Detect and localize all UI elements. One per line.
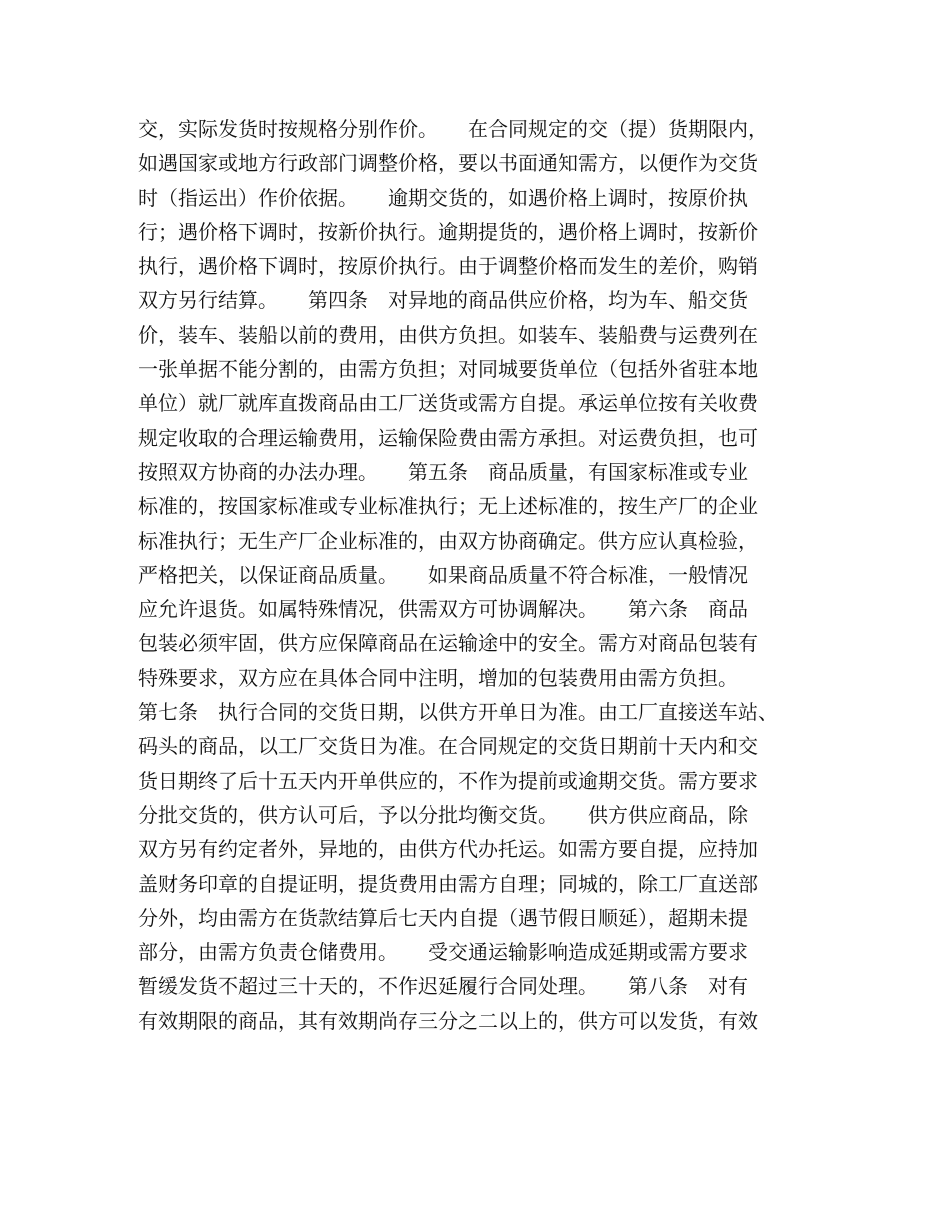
text-line: 分批交货的，供方认可后，予以分批均衡交货。 供方供应商品，除 xyxy=(138,802,748,827)
text-line: 双方另行结算。 第四条 对异地的商品供应价格，均为车、船交货 xyxy=(138,288,748,313)
text-line: 交，实际发货时按规格分别作价。 在合同规定的交（提）货期限内， xyxy=(138,117,768,141)
text-line: 如遇国家或地方行政部门调整价格，要以书面通知需方，以便作为交货 xyxy=(138,151,758,176)
text-line: 特殊要求，双方应在具体合同中注明，增加的包装费用由需方负担。 xyxy=(138,665,738,690)
text-line: 分外，均由需方在货款结算后七天内自提（遇节假日顺延），超期未提 xyxy=(138,905,748,930)
text-line: 单位）就厂就库直拨商品由工厂送货或需方自提。承运单位按有关收费 xyxy=(138,391,758,416)
text-line: 按照双方协商的办法办理。 第五条 商品质量，有国家标准或专业 xyxy=(138,459,748,484)
text-line: 暂缓发货不超过三十天的，不作迟延履行合同处理。 第八条 对有 xyxy=(138,974,748,999)
text-line: 行；遇价格下调时，按新价执行。逾期提货的，遇价格上调时，按新价 xyxy=(138,219,758,244)
text-line: 有效期限的商品，其有效期尚存三分之二以上的，供方可以发货，有效 xyxy=(138,1008,758,1033)
text-line: 执行，遇价格下调时，按原价执行。由于调整价格而发生的差价，购销 xyxy=(138,254,758,279)
contract-body-text xyxy=(138,112,828,1038)
text-line: 包装必须牢固，供方应保障商品在运输途中的安全。需方对商品包装有 xyxy=(138,631,758,656)
text-line: 标准的，按国家标准或专业标准执行；无上述标准的，按生产厂的企业 xyxy=(138,494,758,519)
text-line: 时（指运出）作价依据。 逾期交货的，如遇价格上调时，按原价执 xyxy=(138,185,748,210)
text-line: 严格把关，以保证商品质量。 如果商品质量不符合标准，一般情况 xyxy=(138,562,748,587)
text-line: 价，装车、装船以前的费用，由供方负担。如装车、装船费与运费列在 xyxy=(138,322,758,347)
text-line: 盖财务印章的自提证明，提货费用由需方自理；同城的，除工厂直送部 xyxy=(138,871,758,896)
text-line: 规定收取的合理运输费用，运输保险费由需方承担。对运费负担，也可 xyxy=(138,425,758,450)
text-line: 第七条 执行合同的交货日期，以供方开单日为准。由工厂直接送车站、 xyxy=(138,700,778,725)
text-line: 码头的商品，以工厂交货日为准。在合同规定的交货日期前十天内和交 xyxy=(138,734,758,759)
text-line: 一张单据不能分割的，由需方负担；对同城要货单位（包括外省驻本地 xyxy=(138,357,758,382)
text-line: 部分，由需方负责仓储费用。 受交通运输影响造成延期或需方要求 xyxy=(138,940,748,965)
text-line: 双方另有约定者外，异地的，由供方代办托运。如需方要自提，应持加 xyxy=(138,837,758,862)
text-line: 应允许退货。如属特殊情况，供需双方可协调解决。 第六条 商品 xyxy=(138,597,748,622)
text-line: 货日期终了后十五天内开单供应的，不作为提前或逾期交货。需方要求 xyxy=(138,768,758,793)
text-line: 标准执行；无生产厂企业标准的，由双方协商确定。供方应认真检验， xyxy=(138,528,758,553)
